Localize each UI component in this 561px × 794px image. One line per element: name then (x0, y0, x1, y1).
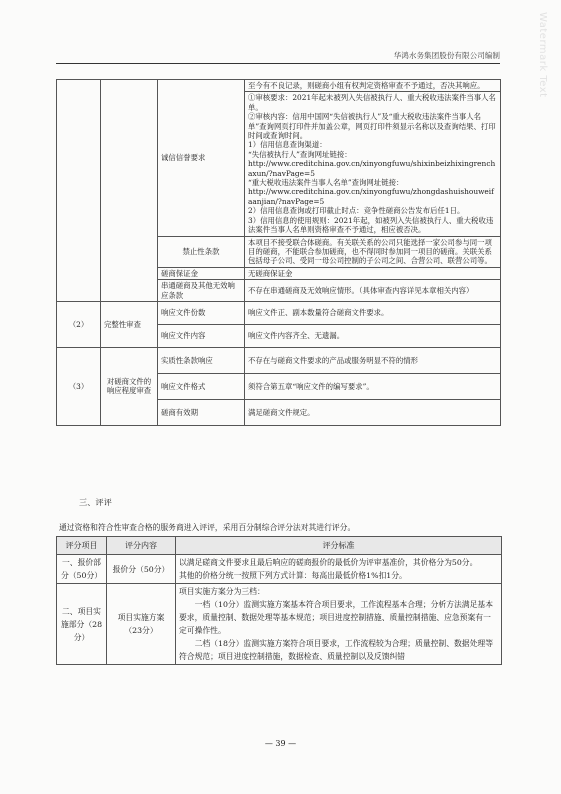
review-content-cell: 须符合第五章“响应文件的编写要求”。 (245, 373, 501, 399)
score-standard-cell: 以满足磋商文件要求且最后响应的磋商报价的最低价为评审基准价，其价格分为50分。 其他的价格分统一按照下列方式计算：每高出最低价格1%扣1分。 (176, 555, 502, 584)
review-content-cell: 响应文件正、副本数量符合磋商文件要求。 (245, 301, 501, 324)
column-header: 评分项目 (57, 537, 107, 555)
review-item-cell: 诚信信誉要求 (158, 80, 245, 237)
group-num-cell: （2） (57, 301, 101, 347)
credit-link: http://www.creditchina.gov.cn/xinyongfuwu/shixinbeizhixingrenchaxun/?navPage=5 (248, 159, 496, 178)
review-item-cell: 串通磋商及其他无效响应条款 (158, 280, 245, 302)
scoring-table (56, 536, 502, 665)
review-content-cell: 无磋商保证金 (245, 267, 501, 279)
table-header-row (57, 537, 502, 555)
review-item-cell: 磋商有效期 (158, 399, 245, 425)
review-content-cell: 响应文件内容齐全、无遗漏。 (245, 324, 501, 347)
review-content-cell: 不存在串通磋商及无效响应情形。（具体审查内容详见本章相关内容） (245, 280, 501, 302)
page-number: — 39 — (264, 739, 297, 748)
review-item-cell: 响应文件份数 (158, 301, 245, 324)
review-content-cell: 至今有不良记录，则磋商小组有权判定资格审查不予通过，否决其响应。 (245, 80, 501, 92)
review-item-cell: 响应文件内容 (158, 324, 245, 347)
credit-link: http://www.creditchina.gov.cn/xinyongfuwu/zhongdashuishouweifaanjian/?navPage=5 (248, 187, 494, 206)
table-row (57, 555, 502, 584)
qualification-review-table (56, 79, 501, 426)
column-header: 评分内容 (107, 537, 176, 555)
table-row (57, 584, 502, 665)
review-item-cell: 响应文件格式 (158, 373, 245, 399)
review-content-cell: 不存在与磋商文件要求的产品或服务明显不符的情形 (245, 347, 501, 373)
review-content-cell: 满足磋商文件规定。 (245, 399, 501, 425)
section-title: 三、评评 (79, 497, 112, 507)
review-item-cell: 实质性条款响应 (158, 347, 245, 373)
review-content-cell: 本项目不接受联合体磋商。有关联关系的公司只能选择一家公司参与同一项目的磋商，不能联合参加磋商，也不得同时参加同一项目的磋商。关联关系包括母子公司、受同一母公司控制的子公司之间、合营公司、联营公司等。 (245, 236, 501, 267)
score-standard-cell: 项目实施方案分为三档： 一档（10分）监测实施方案基本符合项目要求，工作流程基本合理；分析方法满足基本要求，质量控制、数据处理等基本规范；项目进度控制措施、质量控制措施、应急预案有一定可操作性。 二档（18分）监测实施方案符合项目要求，工作流程较为合理；质量控制、数据处理等符合规范；项目进度控制措施，数据检查、质量控制以及反馈纠错 (176, 584, 502, 665)
table-row (57, 301, 501, 324)
table-row (57, 80, 501, 92)
table-row (57, 347, 501, 373)
group-name-cell: 完整性审查 (101, 301, 158, 347)
group-num-cell: （3） (57, 347, 101, 425)
group-name-cell: 对磋商文件的响应程度审查 (101, 347, 158, 425)
score-content-cell: 报价分（50分） (107, 555, 176, 584)
review-item-cell: 禁止性条款 (158, 236, 245, 267)
review-item-cell: 磋商保证金 (158, 267, 245, 279)
group-name-cell (101, 80, 158, 302)
intro-paragraph: 通过资格和符合性审查合格的服务商进入评评，采用百分制综合评分法对其进行评分。 (59, 523, 356, 532)
review-content-cell: ①审核要求：2021年起未被列入失信被执行人、重大税收违法案件当事人名单。 ②审核内容：信用中国网“失信被执行人”及“重大税收违法案件当事人名单”查询网页打印件并加盖公章，网页打印件须显示名称以及查询结果、打印时间或查询时间。 1）信用信息查询渠道： “失信被执行人”查询网址链接： http://www.creditchina.gov.cn/xinyongfuwu/shixinbeizhixingrenchaxun/?navPage=5 “重大税收违法案件当事人名单”查询网址链接： http://www.creditchina.gov.cn/xinyongfuwu/zhongdashuishouweifaanjian/?navPage=5 2）信用信息查询或打印截止时点：竞争性磋商公告发布后任1日。 3）信用信息的使用规则：2021年起，如被列入失信被执行人、重大税收违法案件当事人名单则资格审查不予通过，相应被否决。 (245, 92, 501, 236)
score-content-cell: 项目实施方案（23分） (107, 584, 176, 665)
column-header: 评分标准 (176, 537, 502, 555)
score-item-cell: 一、报价部分（50分） (57, 555, 107, 584)
score-item-cell: 二、项目实施部分（28分） (57, 584, 107, 665)
watermark-text: Watermark Text (537, 12, 548, 98)
page-header: 华鸿水务集团股份有限公司编制 (393, 51, 500, 60)
header-divider (56, 63, 500, 64)
group-num-cell (57, 80, 101, 302)
